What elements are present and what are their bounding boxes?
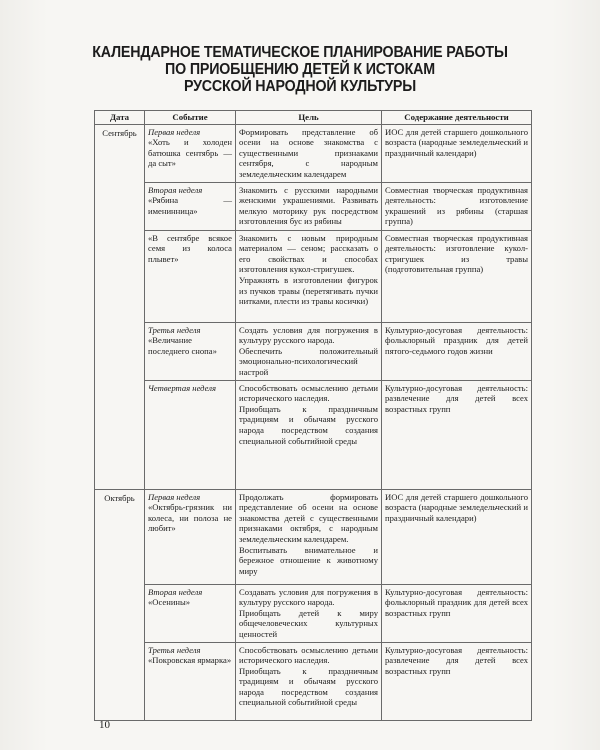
goal-text-2: Обеспечить положительный эмоционально-психологический настрой [239, 345, 378, 377]
content-text: Культурно-досуговая деятельность: развлечение для детей всех возрастных групп [385, 382, 528, 414]
goal-text-2: Приобщать детей к миру общечеловеческих культурных ценностей [239, 607, 378, 639]
table-row [95, 182, 532, 230]
month-october: Октябрь [95, 489, 145, 720]
content-cell [382, 380, 532, 489]
goal-cell [236, 380, 382, 489]
event-cell [145, 584, 236, 642]
content-cell [382, 230, 532, 322]
event-text: «В сентябре всякое семя из колоса плывет» [148, 232, 232, 264]
week-label: Первая неделя [148, 126, 201, 137]
event-text: «Величание последнего снопа» [148, 335, 217, 356]
event-cell [145, 642, 236, 720]
header-date: Дата [95, 111, 145, 125]
event-cell [145, 182, 236, 230]
goal-cell [236, 489, 382, 584]
content-cell [382, 182, 532, 230]
table-row [95, 584, 532, 642]
content-cell [382, 642, 532, 720]
content-text: Совместная творческая продуктивная деятельность: изготовление украшений из рябины (старшая группа) [385, 184, 528, 227]
header-content: Содержание деятельности [382, 111, 532, 125]
goal-text: Способствовать осмыслению детьми исторического наследия. [239, 644, 378, 666]
content-cell [382, 322, 532, 380]
goal-text: Знакомить с новым природным материалом — сеном; рассказать о его свойствах и способах изготовления кукол-стригушек. [239, 232, 378, 275]
table-header-row [95, 111, 532, 125]
goal-text: Формировать представление об осени на основе знакомства с существенными признаками сентября, с народным земледельческим календарем [239, 126, 378, 179]
goal-text: Продолжать формировать представление об осени на основе знакомства детей с существенными признаками октября, с народным земледельческим календарем. [239, 491, 378, 544]
content-text: ИОС для детей старшего дошкольного возраста (народные земледельческий и праздничный календари) [385, 491, 528, 523]
content-cell [382, 584, 532, 642]
event-cell [145, 380, 236, 489]
week-label: Третья неделя [148, 324, 201, 335]
month-september: Сентябрь [95, 124, 145, 489]
week-label: Вторая неделя [148, 586, 203, 597]
page-title [79, 44, 521, 95]
content-cell [382, 124, 532, 182]
event-cell [145, 230, 236, 322]
goal-text-2: Упражнять в изготовлении фигурок из пучков травы (перетягивать пучки нитками, плести из травы косички) [239, 274, 378, 307]
title-line-3: РУССКОЙ НАРОДНОЙ КУЛЬТУРЫ [183, 78, 417, 95]
table-row [95, 230, 532, 322]
content-text: Культурно-досуговая деятельность: фольклорный праздник для детей всех возрастных групп [385, 586, 528, 618]
week-label: Третья неделя [148, 644, 201, 655]
goal-text: Создать условия для погружения в культуру русского народа. [239, 324, 378, 346]
header-event: Событие [145, 111, 236, 125]
event-text: «Октябрь-грязник ни колеса, ни полоза не любит» [148, 502, 232, 534]
content-text: Культурно-досуговая деятельность: развлечение для детей всех возрастных групп [385, 644, 528, 676]
page-number: 10 [99, 719, 110, 731]
table-row [95, 124, 532, 182]
goal-text-2: Воспитывать внимательное и бережное отношение к животному миру [239, 544, 378, 576]
table-row [95, 380, 532, 489]
goal-text: Знакомить с русскими народными женскими украшениями. Развивать мелкую моторику рук посредством изготовления бус из рябины [239, 184, 378, 227]
content-cell [382, 489, 532, 584]
week-label: Четвертая неделя [148, 382, 216, 393]
title-line-2: ПО ПРИОБЩЕНИЮ ДЕТЕЙ К ИСТОКАМ [165, 61, 435, 78]
event-cell [145, 489, 236, 584]
event-cell [145, 322, 236, 380]
event-text: «Покровская ярмарка» [148, 655, 232, 666]
goal-text-2: Приобщать к праздничным традициям и обычаям русского народа посредством создания специальной событийной среды [239, 403, 378, 446]
event-cell [145, 124, 236, 182]
planning-table [94, 110, 532, 721]
goal-cell [236, 182, 382, 230]
table-row [95, 489, 532, 584]
goal-text-2: Приобщать к праздничным традициям и обычаям русского народа посредством создания специальной событийной среды [239, 665, 378, 708]
content-text: Культурно-досуговая деятельность: фольклорный праздник для детей пятого-седьмого годов жизни [385, 324, 528, 356]
table-row [95, 322, 532, 380]
content-text: ИОС для детей старшего дошкольного возраста (народные земледельческий и праздничный календари) [385, 126, 528, 158]
goal-text: Создавать условия для погружения в культуру русского народа. [239, 586, 378, 608]
event-text: «Рябина — именинница» [148, 195, 232, 216]
goal-cell [236, 230, 382, 322]
goal-text: Способствовать осмыслению детьми исторического наследия. [239, 382, 378, 404]
goal-cell [236, 584, 382, 642]
header-goal: Цель [236, 111, 382, 125]
week-label: Первая неделя [148, 491, 201, 502]
event-text: «Осенины» [148, 597, 191, 608]
title-line-1: КАЛЕНДАРНОЕ ТЕМАТИЧЕСКОЕ ПЛАНИРОВАНИЕ РАБОТЫ [92, 44, 508, 61]
event-text: «Хоть и холоден батюшка сентябрь — да сыт» [148, 137, 232, 169]
goal-cell [236, 124, 382, 182]
goal-cell [236, 322, 382, 380]
week-label: Вторая неделя [148, 184, 203, 195]
goal-cell [236, 642, 382, 720]
table-row [95, 642, 532, 720]
content-text: Совместная творческая продуктивная деятельность: изготовление кукол-стригушек из травы (подготовительная группа) [385, 232, 528, 275]
